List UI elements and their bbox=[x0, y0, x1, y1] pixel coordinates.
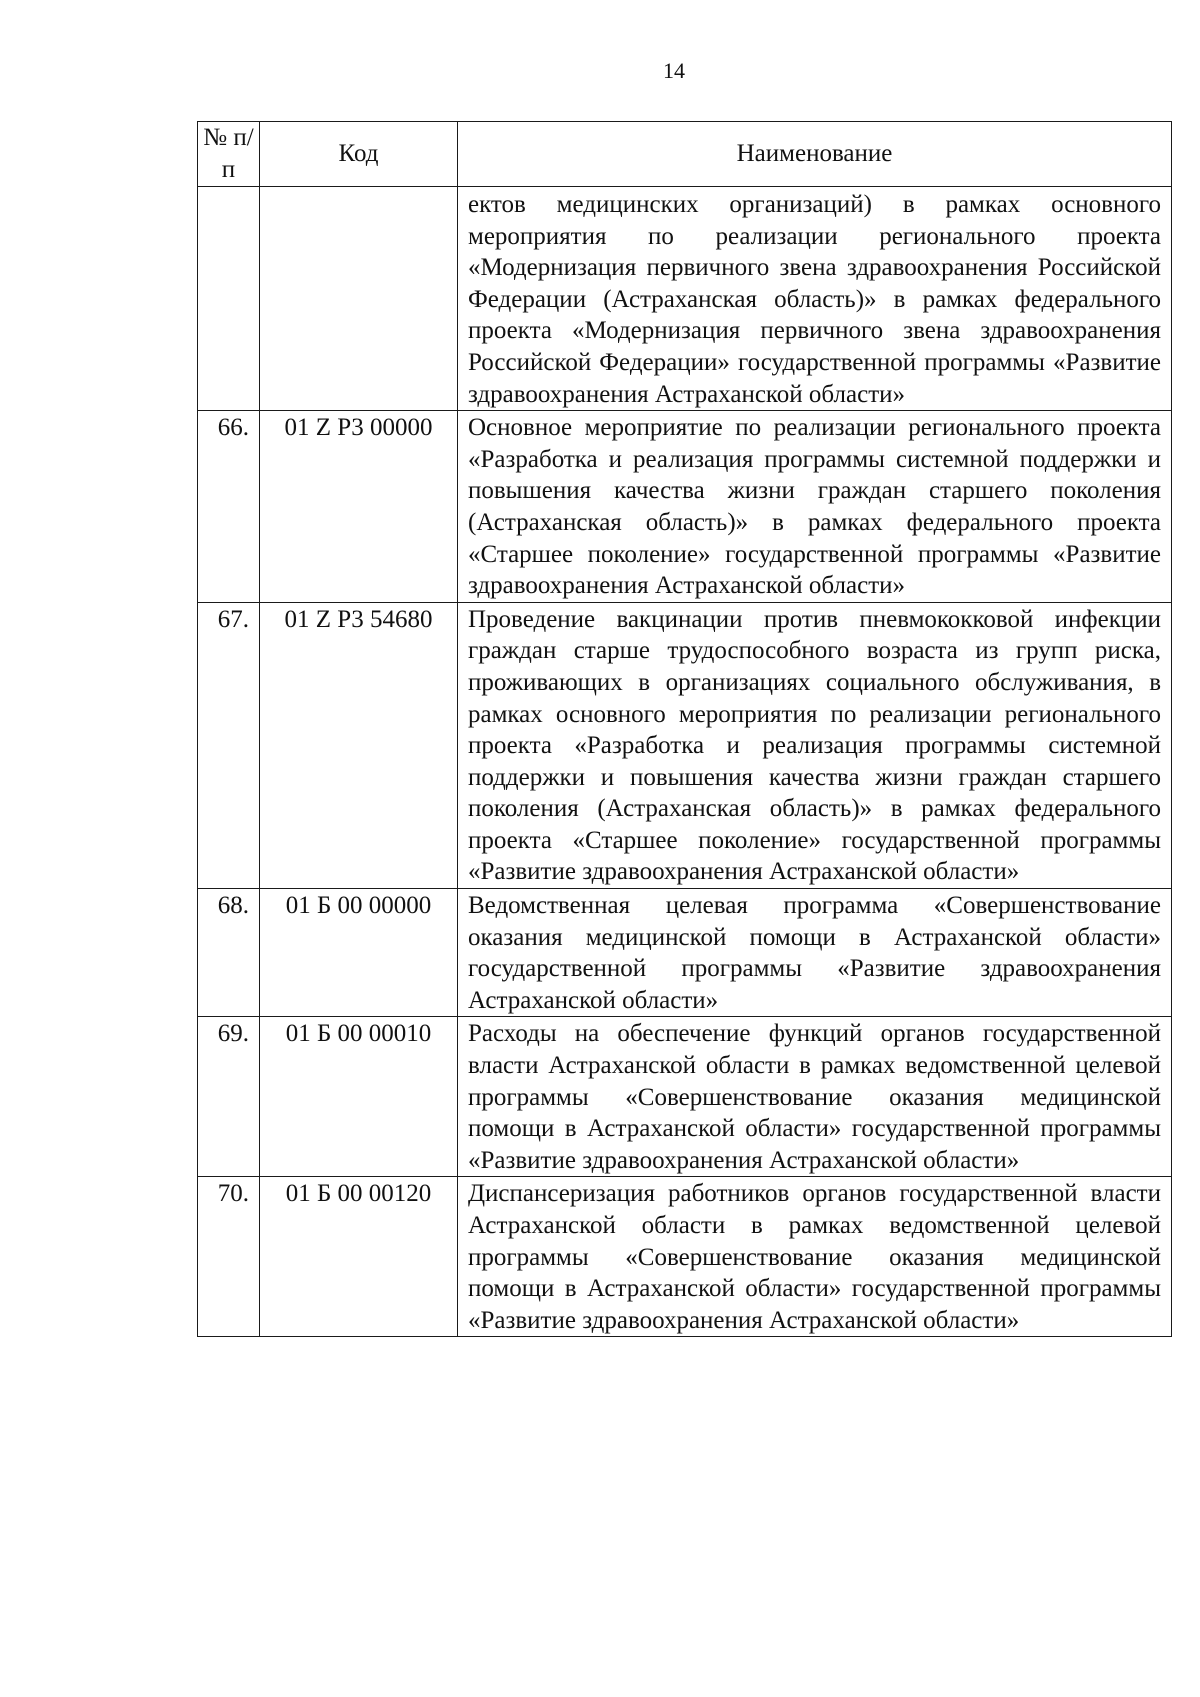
row-num bbox=[198, 187, 260, 411]
table-row bbox=[198, 1177, 1172, 1337]
page-number: 14 bbox=[663, 58, 685, 83]
row-num: 68. bbox=[198, 889, 260, 1017]
row-code: 01 Б 00 00000 bbox=[260, 889, 458, 1017]
row-name: ектов медицинских организаций) в рамках основного мероприятия по реализации регионального проекта «Модернизация первичного звена здравоохранения Российской Федерации (Астраханская область)» в рамках федерального проекта «Модернизация первичного звена здравоохранения Российской Федерации» государственной программы «Развитие здравоохранения Астраханской области» bbox=[458, 187, 1172, 411]
row-num: 69. bbox=[198, 1017, 260, 1177]
row-name: Проведение вакцинации против пневмококковой инфекции граждан старше трудоспособного возраста из групп риска, проживающих в организациях социального обслуживания, в рамках основного мероприятия по реализации регионального проекта «Разработка и реализация программы системной поддержки и повышения качества жизни граждан старшего поколения (Астраханская область)» в рамках федерального проекта «Старшее поколение» государственной программы «Развитие здравоохранения Астраханской области» bbox=[458, 602, 1172, 888]
table-row bbox=[198, 187, 1172, 411]
row-num: 67. bbox=[198, 602, 260, 888]
row-code: 01 Б 00 00120 bbox=[260, 1177, 458, 1337]
table-row bbox=[198, 1017, 1172, 1177]
table-row bbox=[198, 889, 1172, 1017]
table-header-row bbox=[198, 122, 1172, 187]
table-row bbox=[198, 411, 1172, 603]
row-code: 01 Z P3 00000 bbox=[260, 411, 458, 603]
row-name: Расходы на обеспечение функций органов государственной власти Астраханской области в рамках ведомственной целевой программы «Совершенствование оказания медицинской помощи в Астраханской области» государственной программы «Развитие здравоохранения Астраханской области» bbox=[458, 1017, 1172, 1177]
header-num: № п/п bbox=[198, 122, 260, 187]
row-name: Ведомственная целевая программа «Совершенствование оказания медицинской помощи в Астраханской области» государственной программы «Развитие здравоохранения Астраханской области» bbox=[458, 889, 1172, 1017]
row-num: 70. bbox=[198, 1177, 260, 1337]
row-name: Основное мероприятие по реализации регионального проекта «Разработка и реализация программы системной поддержки и повышения качества жизни граждан старшего поколения (Астраханская область)» в рамках федерального проекта «Старшее поколение» государственной программы «Развитие здравоохранения Астраханской области» bbox=[458, 411, 1172, 603]
header-name: Наименование bbox=[458, 122, 1172, 187]
table-row bbox=[198, 602, 1172, 888]
row-code: 01 Б 00 00010 bbox=[260, 1017, 458, 1177]
budget-code-table bbox=[197, 121, 1172, 1337]
row-code: 01 Z P3 54680 bbox=[260, 602, 458, 888]
row-code bbox=[260, 187, 458, 411]
row-name: Диспансеризация работников органов государственной власти Астраханской области в рамках ведомственной целевой программы «Совершенствование оказания медицинской помощи в Астраханской области» государственной программы «Развитие здравоохранения Астраханской области» bbox=[458, 1177, 1172, 1337]
row-num: 66. bbox=[198, 411, 260, 603]
header-code: Код bbox=[260, 122, 458, 187]
